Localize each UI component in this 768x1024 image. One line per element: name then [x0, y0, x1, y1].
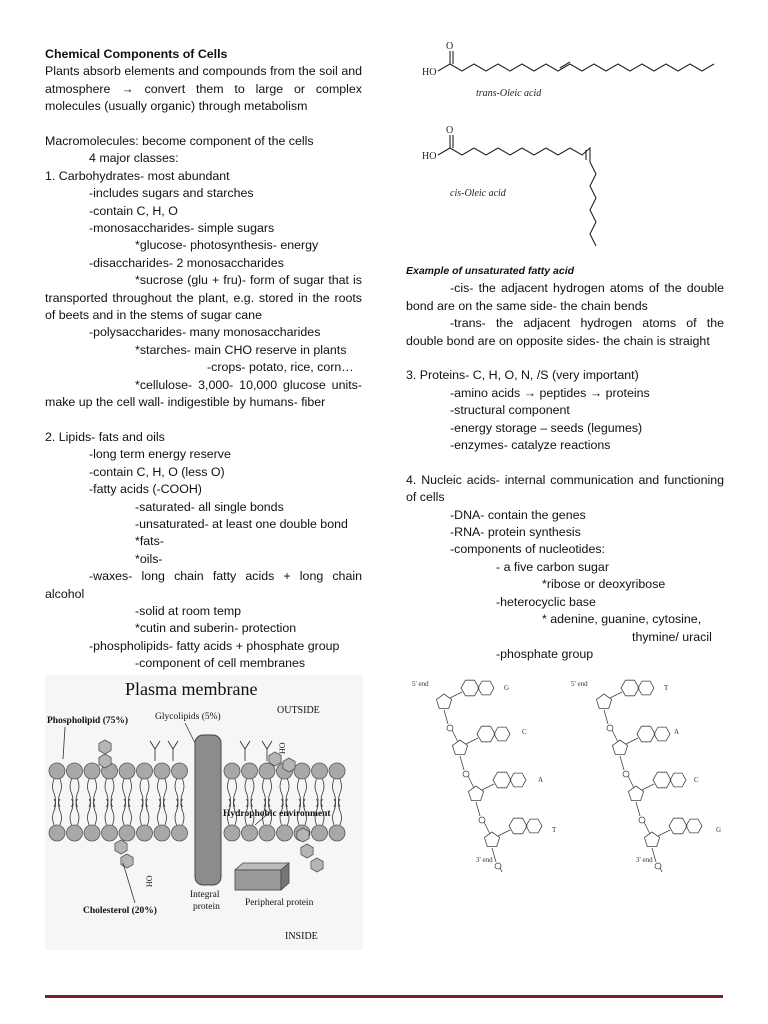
- phospholipid-head: [312, 763, 328, 779]
- phospholipid-tail: [298, 779, 307, 807]
- right-column: [406, 263, 724, 663]
- five-end-label: 5' end: [412, 680, 429, 688]
- protein-line: -energy storage – seeds (legumes): [450, 420, 643, 435]
- carb-title: 1. Carbohydrates- most abundant: [45, 168, 230, 183]
- ho-label: HO: [278, 742, 287, 754]
- backbone-bond: [628, 776, 634, 788]
- base-letter: C: [522, 728, 527, 736]
- hydrophobic-label: Hydrophobic environment: [223, 809, 331, 819]
- lipid-line: -phospholipids- fatty acids + phosphate group: [89, 638, 340, 653]
- base-ring: [670, 773, 686, 787]
- phospholipid-head: [84, 763, 100, 779]
- lipid-line: -solid at room temp: [135, 603, 242, 618]
- phospholipid-tail: [88, 799, 97, 825]
- base-letter: C: [694, 776, 699, 784]
- protein-line: -structural component: [450, 403, 570, 418]
- base-letter: A: [674, 728, 680, 736]
- phospholipid-tail: [53, 799, 62, 825]
- cis-ho-label: HO: [422, 151, 437, 162]
- phospholipid-tail: [158, 779, 167, 807]
- phospholipid-head: [312, 825, 328, 841]
- fatty-acid-caption: Example of unsaturated fatty acid: [406, 265, 575, 277]
- lipid-line: *oils-: [135, 551, 163, 566]
- lipid-line: -contain C, H, O (less O): [89, 464, 225, 479]
- glycosidic-bond: [626, 738, 638, 744]
- base-ring: [654, 727, 670, 741]
- phospholipid-head: [172, 825, 188, 841]
- base-ring: [461, 680, 479, 696]
- protein-title: 3. Proteins- C, H, O, N, /S (very important): [406, 368, 639, 383]
- backbone-bond: [604, 710, 608, 724]
- phospholipid-head: [329, 825, 345, 841]
- phospholipid-head: [242, 825, 258, 841]
- glycosidic-bond: [466, 738, 478, 744]
- nucleic-line: -phosphate group: [496, 646, 594, 661]
- trans-ho-label: HO: [422, 67, 437, 78]
- carb-line: -monosaccharides- simple sugars: [89, 221, 275, 236]
- peripheral-protein-box: [235, 870, 281, 890]
- phospholipid-tail: [245, 779, 254, 807]
- phospholipid-tail: [228, 779, 237, 807]
- cholesterol-ring: [115, 840, 127, 854]
- phospholipid-tail: [123, 799, 132, 825]
- five-end-label: 5' end: [571, 680, 588, 688]
- nucleic-line: *ribose or deoxyribose: [542, 577, 666, 592]
- lipid-title: 2. Lipids- fats and oils: [45, 429, 165, 444]
- base-ring: [637, 726, 655, 742]
- phospholipid-head: [119, 825, 135, 841]
- three-end-label: 3' end: [476, 856, 493, 864]
- phospholipid-head: [329, 763, 345, 779]
- backbone-bond: [500, 868, 506, 872]
- base-letter: A: [538, 776, 544, 784]
- phospholipid-tail: [105, 779, 114, 807]
- glycosidic-bond: [498, 830, 510, 836]
- backbone-bond: [476, 802, 480, 816]
- phospholipid-tail: [175, 779, 184, 807]
- base-ring: [526, 819, 542, 833]
- glycolipids-label: Glycolipids (5%): [155, 712, 221, 722]
- glycosidic-bond: [658, 830, 670, 836]
- cholesterol-ring: [99, 740, 111, 754]
- integral-protein-label: protein: [193, 902, 220, 912]
- backbone-bond: [452, 730, 458, 742]
- phospholipid-head: [137, 825, 153, 841]
- phospholipid-head: [172, 763, 188, 779]
- phospholipid-head: [102, 825, 118, 841]
- cis-oleic-label: cis-Oleic acid: [450, 188, 506, 199]
- backbone-bond: [468, 776, 474, 788]
- cholesterol-ring: [99, 754, 111, 768]
- base-ring: [509, 818, 527, 834]
- outside-label: OUTSIDE: [277, 705, 320, 716]
- trans-o-label: O: [446, 41, 454, 52]
- classes-line: 4 major classes:: [89, 151, 179, 166]
- phospholipid-tail: [70, 799, 79, 825]
- base-ring: [621, 680, 639, 696]
- dna-strands-diagram: [398, 672, 728, 872]
- deoxyribose-ring: [596, 694, 611, 709]
- phospholipid-tail: [140, 779, 149, 807]
- nucleic-line: * adenine, guanine, cytosine,: [542, 612, 702, 627]
- phospholipid-head: [67, 763, 83, 779]
- phospholipid-head: [84, 825, 100, 841]
- carb-line: *cellulose- 3,000- 10,000 glucose units- make up the cell wall- indigestible by humans- fiber: [45, 377, 362, 410]
- deoxyribose-ring: [628, 786, 643, 801]
- lipid-line: *fats-: [135, 534, 164, 549]
- phospholipid-head: [119, 763, 135, 779]
- base-letter: T: [664, 684, 669, 692]
- glycosidic-bond: [610, 692, 622, 698]
- base-ring: [477, 726, 495, 742]
- lipid-line: -long term energy reserve: [89, 447, 231, 462]
- phospholipid-head: [154, 825, 170, 841]
- base-letter: T: [552, 826, 557, 834]
- phospholipid-tail: [53, 779, 62, 807]
- phospholipid-tail: [333, 779, 342, 807]
- phospholipid-head: [67, 825, 83, 841]
- lipid-line: -fatty acids (-COOH): [89, 482, 202, 497]
- nucleic-line: thymine/ uracil: [632, 629, 712, 644]
- deoxyribose-ring: [484, 832, 499, 847]
- cis-o-label: O: [446, 125, 454, 136]
- footer-rule: [45, 995, 723, 998]
- phospholipid-head: [154, 763, 170, 779]
- phospholipid-tail: [333, 799, 342, 825]
- phospholipid-tail: [158, 799, 167, 825]
- lipid-line: -unsaturated- at least one double bond: [135, 516, 348, 531]
- left-column: [45, 46, 362, 673]
- carb-line: -crops- potato, rice, corn…: [207, 360, 354, 375]
- carb-line: -polysaccharides- many monosaccharides: [89, 325, 321, 340]
- base-ring: [669, 818, 687, 834]
- inside-label: INSIDE: [285, 931, 318, 942]
- three-end-label: 3' end: [636, 856, 653, 864]
- nucleic-title: 4. Nucleic acids- internal communication and functioning of cells: [406, 472, 724, 505]
- backbone-bond: [644, 822, 650, 834]
- base-ring: [510, 773, 526, 787]
- glycolipid-chain: [240, 741, 250, 761]
- backbone-bond: [636, 802, 640, 816]
- base-letter: G: [716, 826, 722, 834]
- lipid-line: -saturated- all single bonds: [135, 499, 284, 514]
- backbone-bond: [444, 710, 448, 724]
- base-ring: [494, 727, 510, 741]
- cholesterol-ring: [269, 752, 281, 766]
- carb-line: -contain C, H, O: [89, 203, 178, 218]
- oleic-acid-structures: [410, 40, 730, 255]
- phospholipid-tail: [280, 779, 289, 807]
- lipid-line: -component of cell membranes: [135, 656, 306, 671]
- deoxyribose-ring: [436, 694, 451, 709]
- nucleic-line: - a five carbon sugar: [496, 559, 609, 574]
- phospholipid-head: [224, 763, 240, 779]
- protein-line: -amino acids → peptides → proteins: [450, 385, 650, 400]
- phospholipid-tail: [140, 799, 149, 825]
- section-title: Chemical Components of Cells: [45, 47, 228, 61]
- phospholipid-tail: [175, 799, 184, 825]
- glycosidic-bond: [450, 692, 462, 698]
- trans-oleic-label: trans-Oleic acid: [476, 88, 542, 99]
- nucleic-line: -components of nucleotides:: [450, 542, 605, 557]
- carb-line: *glucose- photosynthesis- energy: [135, 238, 319, 253]
- carb-line: -disaccharides- 2 monosaccharides: [89, 255, 284, 270]
- intro-paragraph: Plants absorb elements and compounds from the soil and atmosphere → convert them to large or complex molecules (usually organic) through metabolism: [45, 64, 362, 114]
- phospholipid-head: [49, 825, 65, 841]
- membrane-title: Plasma membrane: [125, 679, 258, 699]
- nucleic-line: -RNA- protein synthesis: [450, 525, 581, 540]
- trans-description: -trans- the adjacent hydrogen atoms of the double bond are on opposite sides- the chain is straight: [406, 316, 724, 348]
- deoxyribose-ring: [644, 832, 659, 847]
- phospholipid-head: [49, 763, 65, 779]
- base-ring: [478, 681, 494, 695]
- phospholipid-tail: [88, 779, 97, 807]
- lipid-line: *cutin and suberin- protection: [135, 621, 297, 636]
- phospholipid-head: [259, 825, 275, 841]
- phospholipid-tail: [263, 779, 272, 807]
- backbone-bond: [484, 822, 490, 834]
- backbone-bond: [460, 756, 464, 770]
- carb-line: -includes sugars and starches: [89, 186, 254, 201]
- base-ring: [493, 772, 511, 788]
- integral-protein-cylinder: [195, 735, 221, 885]
- peripheral-protein-top: [235, 863, 289, 870]
- backbone-bond: [620, 756, 624, 770]
- peripheral-protein-label: Peripheral protein: [245, 898, 314, 908]
- glycolipid-chain: [168, 741, 178, 761]
- cholesterol-ring: [121, 854, 133, 868]
- glycosidic-bond: [482, 784, 494, 790]
- deoxyribose-ring: [468, 786, 483, 801]
- backbone-bond: [660, 868, 666, 872]
- phospholipid-head: [137, 763, 153, 779]
- cis-description: -cis- the adjacent hydrogen atoms of the double bond are on the same side- the chain bends: [406, 281, 724, 313]
- base-letter: G: [504, 684, 510, 692]
- cholesterol-ring: [297, 828, 309, 842]
- phospholipid-head: [224, 825, 240, 841]
- deoxyribose-ring: [452, 740, 467, 755]
- glycolipid-chain: [150, 741, 160, 761]
- backbone-bond: [612, 730, 618, 742]
- plasma-membrane-diagram: [45, 675, 363, 950]
- phospholipid-tail: [105, 799, 114, 825]
- nucleic-line: -heterocyclic base: [496, 594, 596, 609]
- cholesterol-ring: [311, 858, 323, 872]
- lipid-line: -waxes- long chain fatty acids + long chain alcohol: [45, 569, 362, 601]
- nucleic-line: -DNA- contain the genes: [450, 507, 586, 522]
- integral-label: Integral: [190, 890, 220, 900]
- phospholipid-head: [242, 763, 258, 779]
- phospholipid-tail: [123, 779, 132, 807]
- phospholipid-label: Phospholipid (75%): [47, 716, 129, 726]
- carb-line: *sucrose (glu + fru)- form of sugar that is transported throughout the plant, e.g. stored in the roots of beets and in the stems of sugar cane: [45, 273, 362, 323]
- phospholipid-tail: [70, 779, 79, 807]
- protein-line: -enzymes- catalyze reactions: [450, 438, 611, 453]
- cholesterol-ring: [283, 758, 295, 772]
- deoxyribose-ring: [612, 740, 627, 755]
- phospholipid-head: [294, 763, 310, 779]
- base-ring: [686, 819, 702, 833]
- phospholipid-tail: [315, 779, 324, 807]
- cholesterol-label: Cholesterol (20%): [83, 906, 157, 916]
- carb-line: *starches- main CHO reserve in plants: [135, 342, 347, 357]
- glycosidic-bond: [642, 784, 654, 790]
- base-ring: [638, 681, 654, 695]
- phospholipid-head: [277, 825, 293, 841]
- phospholipid-head: [259, 763, 275, 779]
- macro-heading: Macromolecules: become component of the cells: [45, 134, 314, 149]
- cholesterol-ring: [301, 844, 313, 858]
- ho-label: HO: [145, 875, 154, 887]
- base-ring: [653, 772, 671, 788]
